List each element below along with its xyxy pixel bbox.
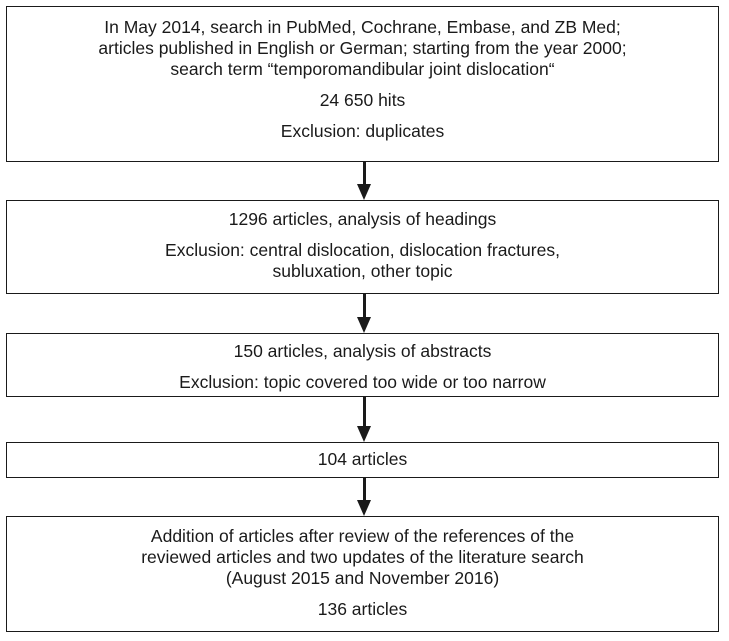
final-articles-count: 136 articles [317, 599, 408, 619]
headings-exclusion-line-1: Exclusion: central dislocation, dislocation fractures, [165, 240, 560, 260]
duplicates-exclusion: Exclusion: duplicates [280, 121, 445, 141]
headings-box [6, 200, 719, 294]
abstracts-exclusion: Exclusion: topic covered too wide or too narrow [179, 372, 546, 392]
addition-box [6, 516, 719, 632]
search-line-3: search term “temporomandibular joint dislocation“ [170, 59, 555, 79]
abstracts-box [6, 333, 719, 397]
addition-line-2: reviewed articles and two updates of the literature search [141, 547, 584, 567]
addition-line-3: (August 2015 and November 2016) [225, 568, 500, 588]
articles-count: 104 articles [317, 449, 408, 469]
headings-title: 1296 articles, analysis of headings [228, 209, 497, 229]
hits-count: 24 650 hits [319, 90, 406, 110]
articles-box [6, 442, 719, 478]
headings-exclusion-line-2: subluxation, other topic [272, 261, 453, 281]
down-arrow-icon [357, 162, 371, 200]
search-box [6, 6, 719, 162]
addition-line-1: Addition of articles after review of the references of the [150, 526, 575, 546]
search-line-1: In May 2014, search in PubMed, Cochrane, Embase, and ZB Med; [104, 17, 621, 37]
down-arrow-icon [357, 397, 371, 442]
down-arrow-icon [357, 478, 371, 516]
search-line-2: articles published in English or German; starting from the year 2000; [98, 38, 627, 58]
abstracts-title: 150 articles, analysis of abstracts [233, 341, 492, 361]
down-arrow-icon [357, 294, 371, 333]
